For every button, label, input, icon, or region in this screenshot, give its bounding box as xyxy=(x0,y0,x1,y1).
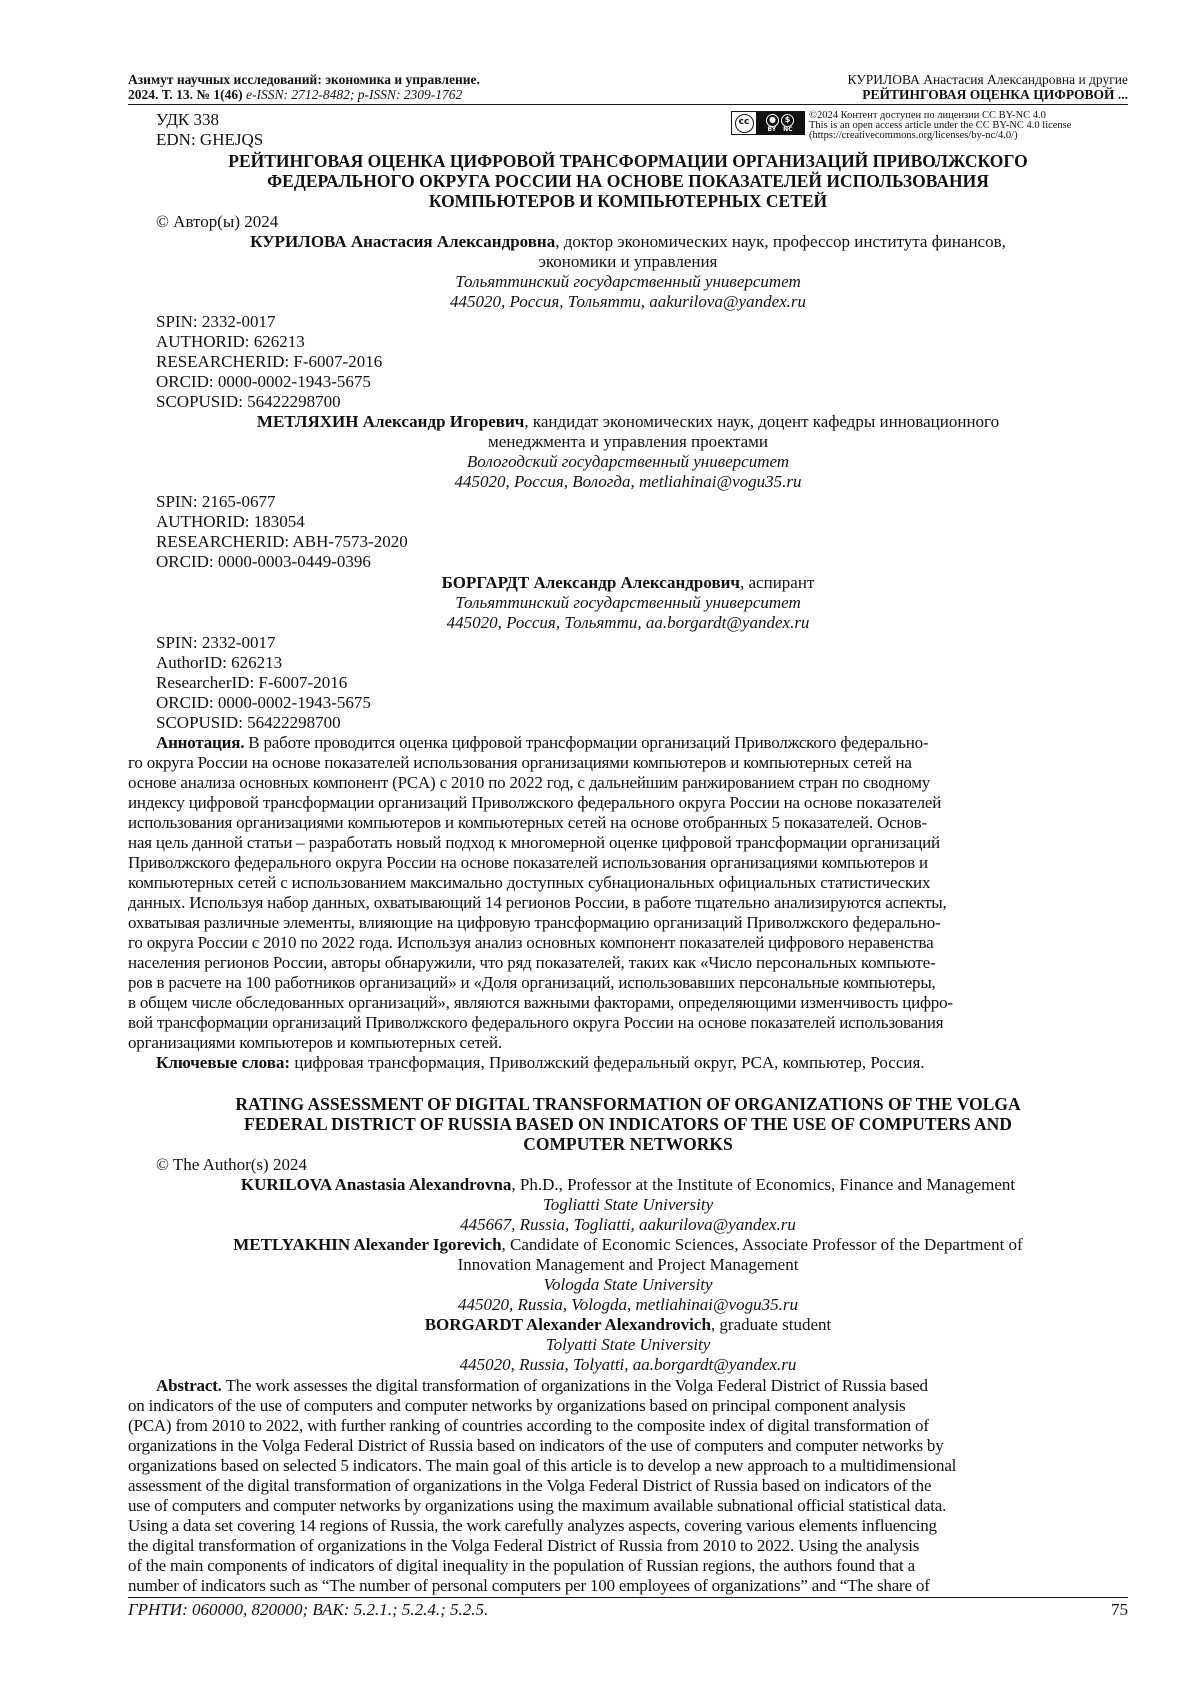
author-affiliation: Togliatti State University xyxy=(542,1195,714,1214)
author-address: 445667, Russia, Togliatti, aakurilova@yandex.ru xyxy=(460,1215,796,1234)
keywords-label: Ключевые слова: xyxy=(156,1053,291,1072)
attribution-icon: ● xyxy=(766,114,779,127)
running-header-left xyxy=(128,72,648,102)
noncommercial-icon: $ xyxy=(781,114,794,127)
author-affiliation: Тольяттинский государственный университет xyxy=(455,272,801,291)
header-rule xyxy=(128,104,1128,105)
abstract-ru: Аннотация. В работе проводится оценка цифровой трансформации организаций Приволжского федерально- го округа России на основе показателей использования организациями компьютеров и компьютерных сетей на основе анализа основных компонент (PCA) с 2010 по 2022 год, с дальнейшим ранжированием стран по сводному индексу цифровой трансформации организаций Приволжского федерального округа России на основе показателей использования организациями компьютеров и компьютерных сетей на основе отобранных 5 показателей. Основ- ная цель данной статьи – разработать новый подход к многомерной оценке цифровой трансформации организаций Приволжского федерального округа России на основе показателей использования организациями компьютеров и компьютерных сетей с использованием максимально доступных субнациональных официальных статистических данных. Используя набор данных, охватывающий 14 регионов России, в работе тщательно анализируются аспекты, охватывая различные элементы, влияющие на цифровую трансформацию организаций Приволжского федерально- го округа России с 2010 по 2022 года. Используя анализ основных компонент показателей цифрового неравенства населения регионов России, авторы обнаружили, что ряд показателей, таких как «Число персональных компьюте- ров в расчете на 100 работников организаций» и «Доля организаций, использовавших персональные компьютеры, в общем числе обследованных организаций», являются важными факторами, определяющими изменчивость цифро- вой трансформации организаций Приволжского федерального округа России на основе показателей использования организациями компьютеров и компьютерных сетей. xyxy=(128,733,953,1052)
author-1-en: KURILOVA Anastasia Alexandrovna, Ph.D., Professor at the Institute of Economics, Finance and Management Togliatti State University 445667, Russia, Togliatti, aakurilova@yandex.ru xyxy=(128,1175,1128,1235)
author-1-ids: SPIN: 2332-0017 AUTHORID: 626213 RESEARCHERID: F-6007-2016 ORCID: 0000-0002-1943-5675 SCOPUSID: 56422298700 xyxy=(156,312,383,411)
keywords-ru: Ключевые слова: цифровая трансформация, Приволжский федеральный округ, PCA, компьютер, Россия. xyxy=(156,1053,925,1072)
copyright-en: © The Author(s) 2024 xyxy=(156,1155,307,1174)
cc-icon: cc xyxy=(735,114,754,133)
author-name: KURILOVA Anastasia Alexandrovna xyxy=(240,1175,512,1194)
author-affiliation: Вологодский государственный университет xyxy=(466,452,790,471)
author-affiliation: Tolyatti State University xyxy=(545,1335,711,1354)
author-address: 445020, Россия, Тольятти, aakurilova@yandex.ru xyxy=(449,292,807,311)
abstract-label: Аннотация. xyxy=(156,733,245,752)
udk: УДК 338 xyxy=(156,110,220,129)
abstract-label: Abstract. xyxy=(156,1376,222,1395)
author-2-ru: МЕТЛЯХИН Александр Игоревич, кандидат экономических наук, доцент кафедры инновационного менеджмента и управления проектами Вологодский государственный университет 445020, Россия, Вологда, metliahinai@vogu35.ru xyxy=(128,412,1128,492)
author-name: БОРГАРДТ Александр Александрович xyxy=(441,573,741,592)
author-name: METLYAKHIN Alexander Igorevich xyxy=(233,1235,502,1254)
journal-page xyxy=(128,0,1128,1697)
author-2-ids: SPIN: 2165-0677 AUTHORID: 183054 RESEARCHERID: ABH-7573-2020 ORCID: 0000-0003-0449-0396 xyxy=(156,492,408,571)
journal-name: Азимут научных исследований: экономика и управление. xyxy=(128,72,480,87)
author-name: КУРИЛОВА Анастасия Александровна xyxy=(250,232,556,251)
author-affiliation: Vologda State University xyxy=(543,1275,713,1294)
author-address: 445020, Россия, Тольятти, aa.borgardt@yandex.ru xyxy=(446,613,810,632)
author-2-en: METLYAKHIN Alexander Igorevich, Candidate of Economic Sciences, Associate Professor of the Department of Innovation Management and Project Management Vologda State University 445020, Russia, Vologda, metliahinai@vogu35.ru xyxy=(128,1235,1128,1315)
page-number: 75 xyxy=(1111,1600,1128,1619)
header-title: РЕЙТИНГОВАЯ ОЦЕНКА ЦИФРОВОЙ ... xyxy=(862,87,1128,102)
article-title-en: RATING ASSESSMENT OF DIGITAL TRANSFORMATION OF ORGANIZATIONS OF THE VOLGA FEDERAL DISTRICT OF RUSSIA BASED ON INDICATORS OF THE USE OF COMPUTERS AND COMPUTER NETWORKS xyxy=(235,1094,1021,1154)
author-address: 445020, Россия, Вологда, metliahinai@vogu35.ru xyxy=(454,472,802,491)
author-3-ids: SPIN: 2332-0017 AuthorID: 626213 ResearcherID: F-6007-2016 ORCID: 0000-0002-1943-5675 SCOPUSID: 56422298700 xyxy=(156,633,371,732)
abstract-en: Abstract. The work assesses the digital transformation of organizations in the Volga Federal District of Russia based on indicators of the use of computers and computer networks by organizations based on principal component analysis (PCA) from 2010 to 2022, with further ranking of countries according to the composite index of digital transformation of organizations in the Volga Federal District of Russia based on indicators of the use of computers and computer networks by organizations based on selected 5 indicators. The main goal of this article is to develop a new approach to a multidimensional assessment of the digital transformation of organizations in the Volga Federal District of Russia based on indicators of the use of computers and computer networks by organizations using the maximum available subnational official statistical data. Using a data set covering 14 regions of Russia, the work carefully analyzes aspects, covering various elements influencing the digital transformation of organizations in the Volga Federal District of Russia from 2010 to 2022. Using the analysis of the main components of indicators of digital inequality in the population of Russian regions, the authors found that a number of indicators such as “The number of personal computers per 100 employees of organizations” and “The share of xyxy=(128,1376,957,1595)
license-text: ©2024 Контент доступен по лицензии CC BY-NC 4.0 This is an open access article under the CC BY-NC 4.0 license (https://creativecommons.org/licenses/by-nc/4.0/) xyxy=(809,110,1072,141)
journal-issue: 2024. Т. 13. № 1(46) e-ISSN: 2712-8482; p-ISSN: 2309-1762 xyxy=(128,87,463,102)
license-block xyxy=(731,111,1071,141)
copyright-ru: © Автор(ы) 2024 xyxy=(156,212,279,231)
footer-rule xyxy=(128,1597,1128,1598)
author-name: МЕТЛЯХИН Александр Игоревич xyxy=(256,412,525,431)
footer-codes: ГРНТИ: 060000, 820000; ВАК: 5.2.1.; 5.2.4.; 5.2.5. xyxy=(128,1600,489,1619)
header-authors: КУРИЛОВА Анастасия Александровна и другие xyxy=(847,72,1128,87)
author-address: 445020, Russia, Vologda, metliahinai@vogu35.ru xyxy=(457,1295,799,1314)
author-3-ru: БОРГАРДТ Александр Александрович, аспирант Тольяттинский государственный университет 445020, Россия, Тольятти, aa.borgardt@yandex.ru xyxy=(128,573,1128,633)
running-header-right xyxy=(648,72,1128,102)
author-3-en: BORGARDT Alexander Alexandrovich, graduate student Tolyatti State University 445020, Russia, Tolyatti, aa.borgardt@yandex.ru xyxy=(128,1315,1128,1375)
article-title-ru: РЕЙТИНГОВАЯ ОЦЕНКА ЦИФРОВОЙ ТРАНСФОРМАЦИИ ОРГАНИЗАЦИЙ ПРИВОЛЖСКОГО ФЕДЕРАЛЬНОГО ОКРУГА РОССИИ НА ОСНОВЕ ПОКАЗАТЕЛЕЙ ИСПОЛЬЗОВАНИЯ КОМПЬЮТЕРОВ И КОМПЬЮТЕРНЫХ СЕТЕЙ xyxy=(228,151,1028,211)
author-address: 445020, Russia, Tolyatti, aa.borgardt@yandex.ru xyxy=(459,1355,797,1374)
edn: EDN: GHEJQS xyxy=(156,130,264,149)
author-1-ru: КУРИЛОВА Анастасия Александровна, доктор экономических наук, профессор института финансов, экономики и управления Тольяттинский государственный университет 445020, Россия, Тольятти, aakurilova@yandex.ru xyxy=(128,232,1128,312)
author-name: BORGARDT Alexander Alexandrovich xyxy=(424,1315,711,1334)
cc-by-nc-badge: cc ● $ BY NC xyxy=(731,111,805,135)
author-affiliation: Тольяттинский государственный университет xyxy=(455,593,801,612)
